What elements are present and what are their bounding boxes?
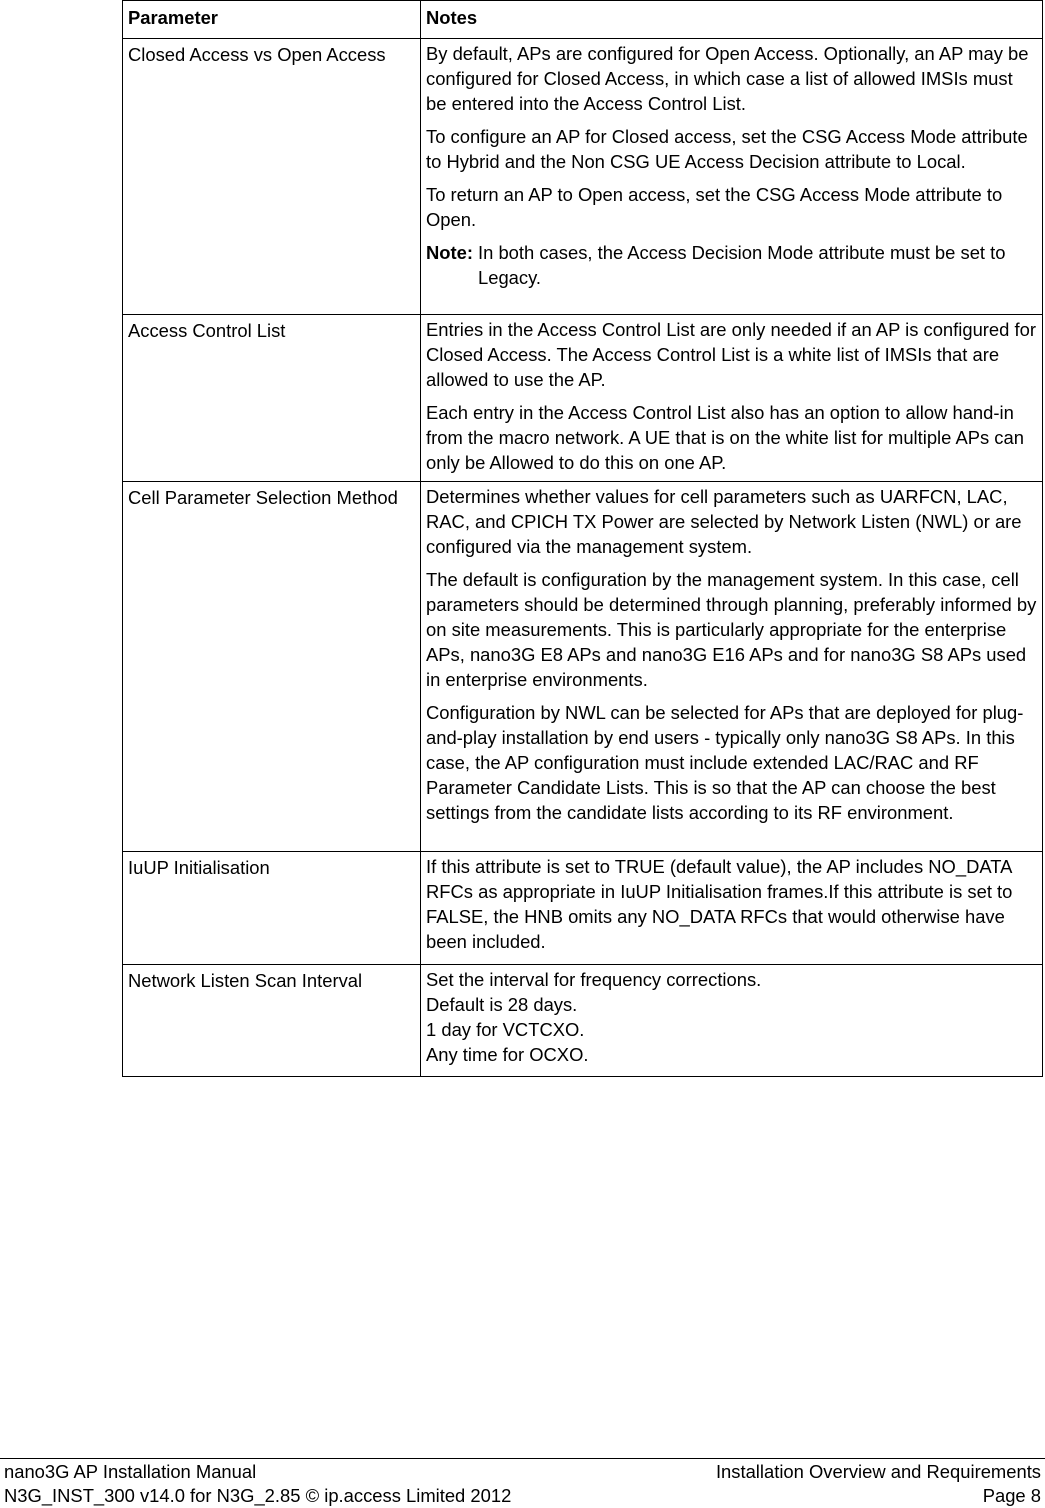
table-row <box>123 315 1043 482</box>
parameter-cell: Closed Access vs Open Access <box>123 39 421 315</box>
notes-paragraph: By default, APs are configured for Open Access. Optionally, an AP may be configured for Closed Access, in which case a list of allowed IMSIs must be entered into the Access Control List. <box>426 43 1029 114</box>
table-header-row <box>123 1 1043 39</box>
parameter-cell: Network Listen Scan Interval <box>123 965 421 1077</box>
notes-line: 1 day for VCTCXO. <box>426 1019 585 1040</box>
notes-paragraph: If this attribute is set to TRUE (default value), the AP includes NO_DATA RFCs as appropriate in IuUP Initialisation frames.If this attribute is set to FALSE, the HNB omits any NO_DATA RFCs that would otherwise have been included. <box>426 856 1013 952</box>
notes-paragraph: Entries in the Access Control List are only needed if an AP is configured for Closed Access. The Access Control List is a white list of IMSIs that are allowed to use the AP. <box>426 319 1036 390</box>
page-footer <box>0 1458 1045 1508</box>
notes-paragraph: Configuration by NWL can be selected for APs that are deployed for plug-and-play installation by end users - typically only nano3G S8 APs. In this case, the AP configuration must include extended LAC/RAC and RF Parameter Candidate Lists. This is so that the AP can choose the best settings from the candidate lists according to its RF environment. <box>426 702 1024 823</box>
note-label: Note: <box>426 242 473 263</box>
notes-paragraph: Each entry in the Access Control List also has an option to allow hand-in from the macro network. A UE that is on the white list for multiple APs can only be Allowed to do this on one AP. <box>426 402 1024 473</box>
column-header-parameter: Parameter <box>123 1 421 39</box>
table-row <box>123 482 1043 852</box>
parameter-cell: IuUP Initialisation <box>123 852 421 965</box>
footer-row-top <box>0 1460 1045 1484</box>
footer-row-bottom <box>0 1484 1045 1508</box>
notes-paragraph: The default is configuration by the management system. In this case, cell parameters should be determined through planning, preferably informed by on site measurements. This is particularly appropriate for the enterprise APs, nano3G E8 APs and nano3G E16 APs and for nano3G S8 APs used in enterprise environments. <box>426 569 1037 690</box>
notes-line: Set the interval for frequency corrections. <box>426 969 762 990</box>
notes-line: Default is 28 days. <box>426 994 578 1015</box>
table-row <box>123 965 1043 1077</box>
notes-paragraph: Determines whether values for cell parameters such as UARFCN, LAC, RAC, and CPICH TX Power are selected by Network Listen (NWL) or are configured via the management system. <box>426 486 1022 557</box>
notes-paragraph: To return an AP to Open access, set the CSG Access Mode attribute to Open. <box>426 184 1003 230</box>
note-block <box>426 240 1038 290</box>
note-text: In both cases, the Access Decision Mode attribute must be set to Legacy. <box>478 242 1006 288</box>
notes-cell <box>421 315 1043 482</box>
column-header-notes: Notes <box>421 1 1043 39</box>
parameter-cell: Access Control List <box>123 315 421 482</box>
section-title: Installation Overview and Requirements <box>715 1461 1041 1482</box>
parameter-cell: Cell Parameter Selection Method <box>123 482 421 852</box>
table-row <box>123 39 1043 315</box>
notes-paragraph: To configure an AP for Closed access, set the CSG Access Mode attribute to Hybrid and the Non CSG UE Access Decision attribute to Local. <box>426 126 1028 172</box>
notes-cell <box>421 852 1043 965</box>
document-title: nano3G AP Installation Manual <box>4 1461 257 1482</box>
document-version: N3G_INST_300 v14.0 for N3G_2.85 © ip.access Limited 2012 <box>4 1485 512 1506</box>
notes-line: Any time for OCXO. <box>426 1044 589 1065</box>
notes-cell <box>421 482 1043 852</box>
table-row <box>123 852 1043 965</box>
page-number: Page 8 <box>982 1485 1041 1506</box>
notes-cell <box>421 39 1043 315</box>
notes-cell <box>421 965 1043 1077</box>
parameter-notes-table <box>122 0 1043 1077</box>
